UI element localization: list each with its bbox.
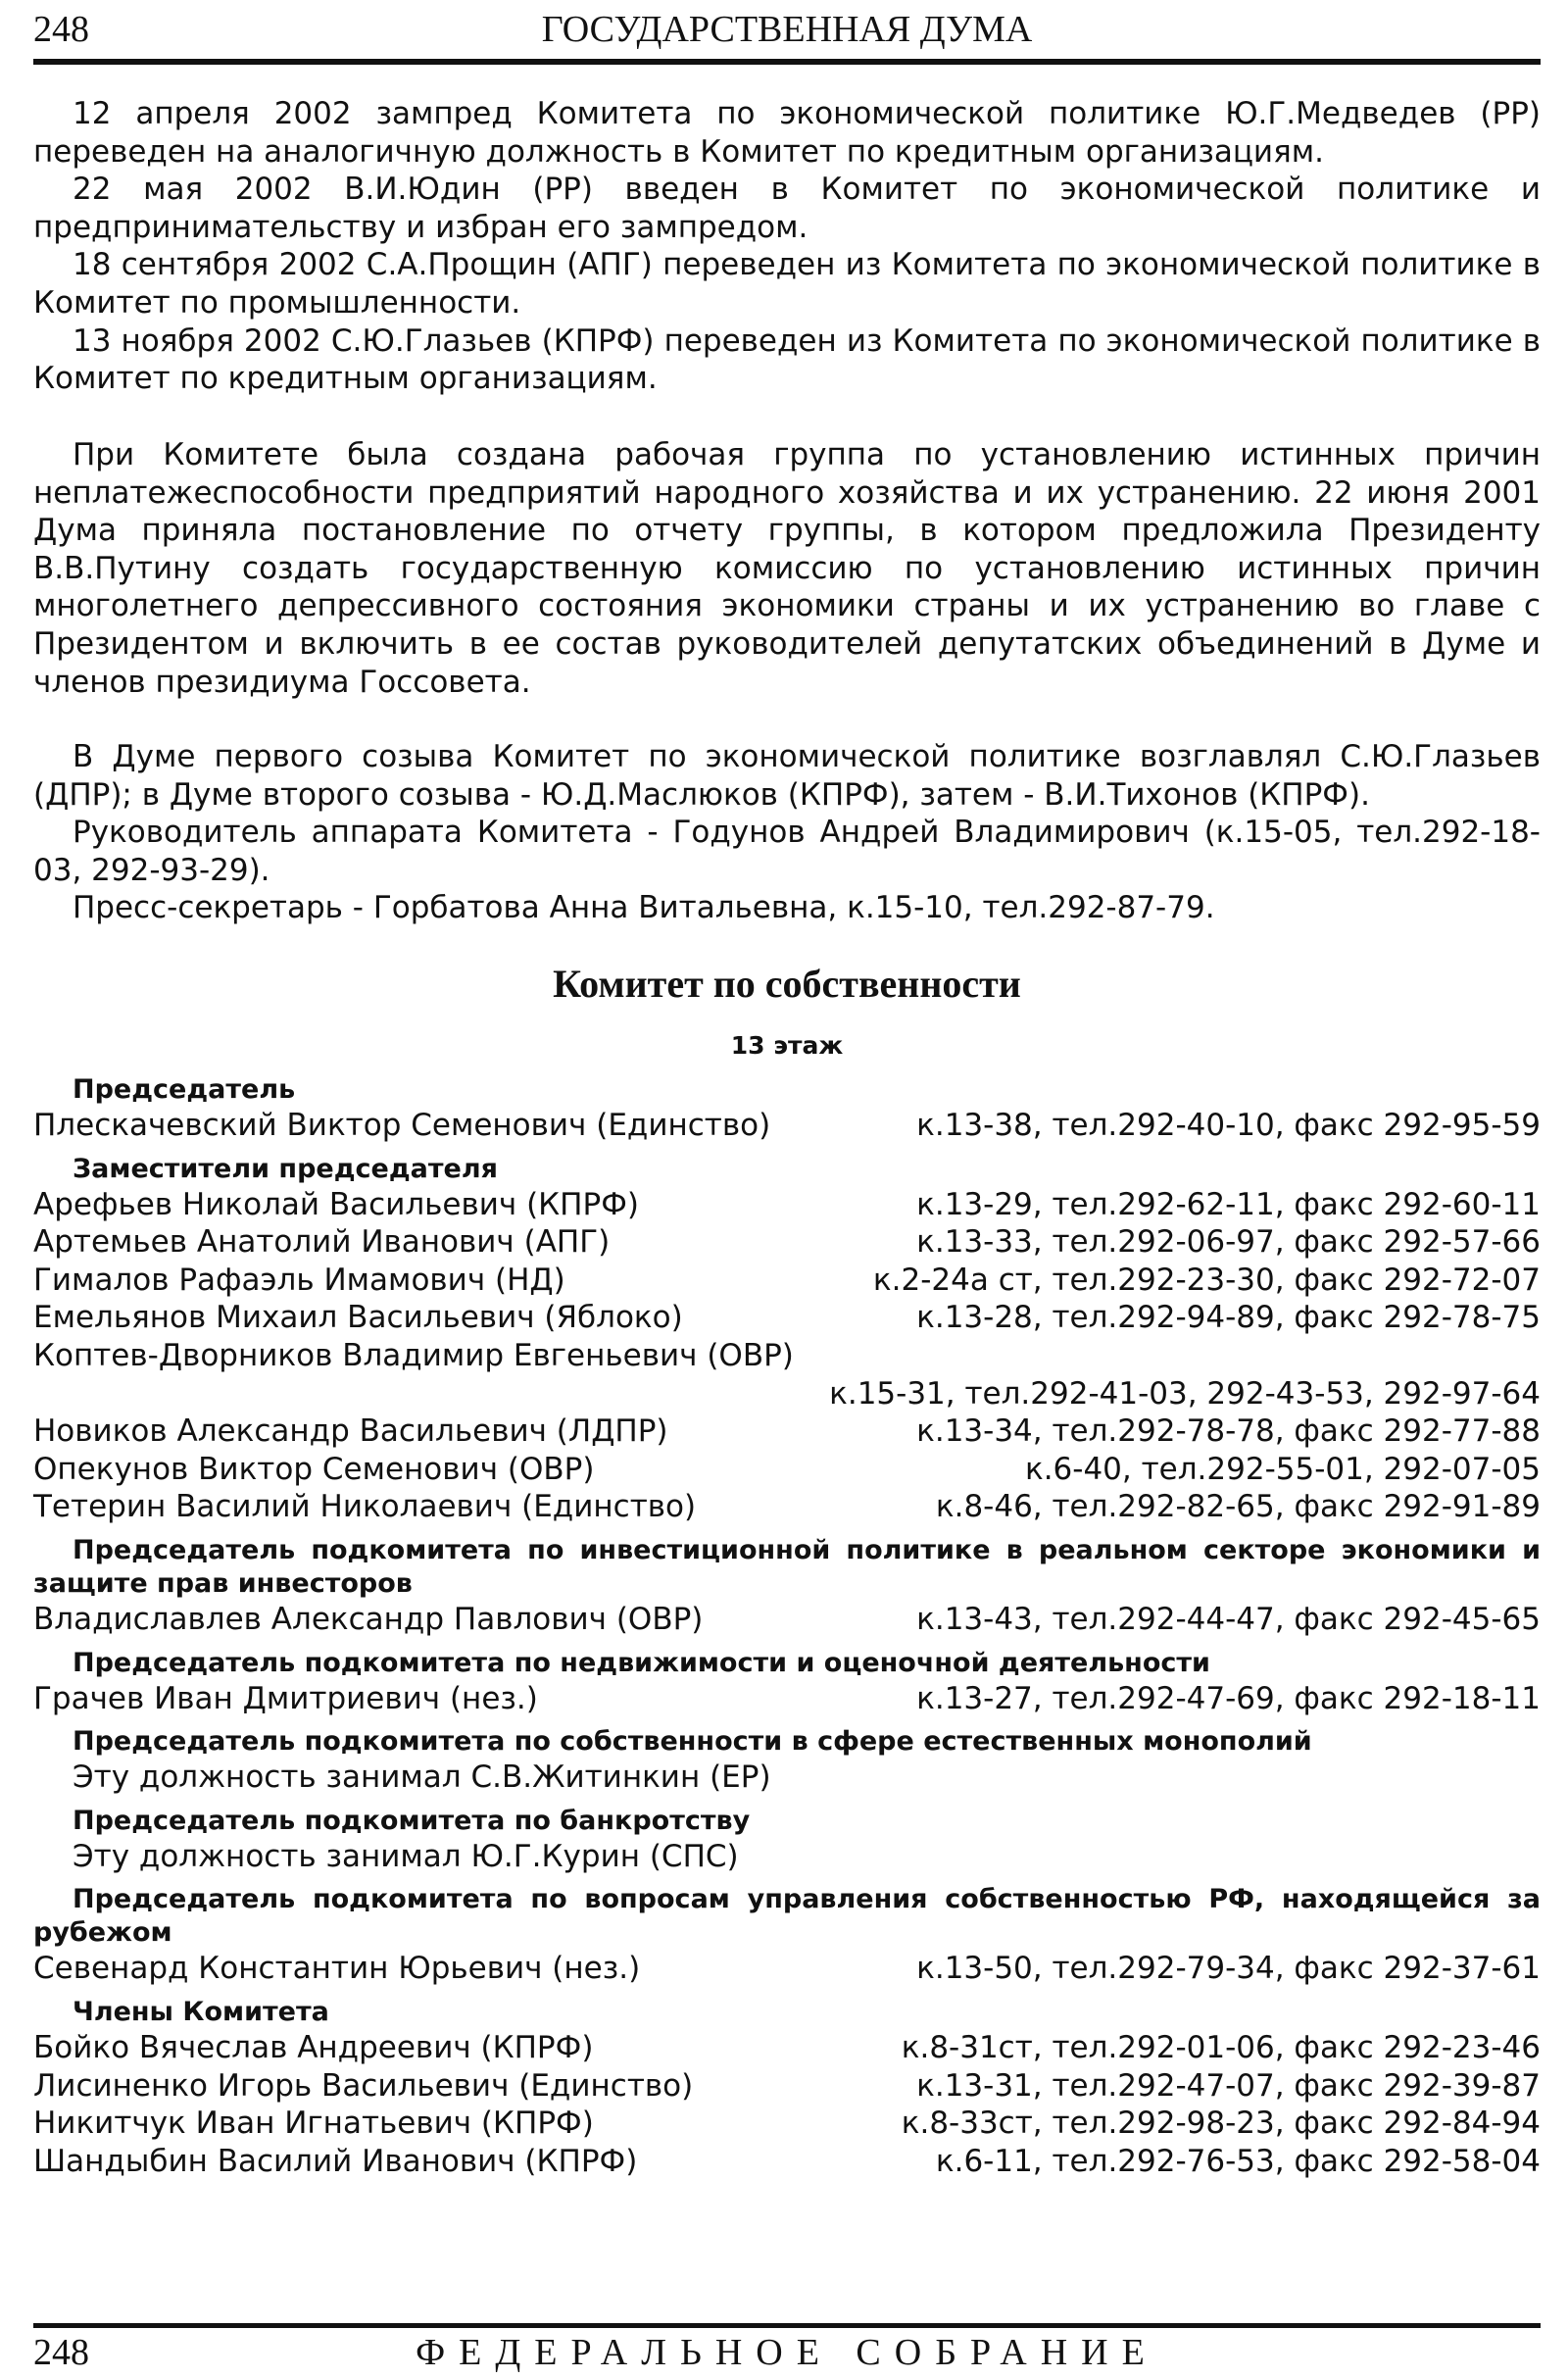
paragraph: В Думе первого созыва Комитет по экономической политике возглавлял С.Ю.Глазьев (ДПР); в Думе второго созыва - Ю.Д.Маслюков (КПРФ), затем - В.И.Тихонов (КПРФ). [33,739,1541,813]
list-item [33,2105,1541,2143]
member-name: Гималов Рафаэль Имамович (НД) [33,1262,565,1298]
paragraph: 18 сентября 2002 С.А.Прощин (АПГ) переведен из Комитета по экономической политике в Комитет по промышленности. [33,247,1541,321]
list-item [33,1337,1541,1375]
member-contact: к.13-34, тел.292-78-78, факс 292-77-88 [916,1413,1541,1450]
member-contact: к.8-46, тел.292-82-65, факс 292-91-89 [935,1489,1541,1525]
member-contact: к.13-43, тел.292-44-47, факс 292-45-65 [916,1601,1541,1637]
member-name: Арефьев Николай Васильевич (КПРФ) [33,1186,639,1222]
role-heading: Председатель [73,1074,296,1105]
list-item [33,2029,1541,2067]
history [33,738,1541,927]
member-contact: к.13-27, тел.292-47-69, факс 292-18-11 [916,1680,1541,1716]
paragraph: 22 мая 2002 В.И.Юдин (РР) введен в Комитет по экономической политике и предпринимательству и избран его зампредом. [33,172,1541,245]
running-footer-title: ФЕДЕРАЛЬНОЕ СОБРАНИЕ [416,2332,1158,2373]
page-number: 248 [33,2332,89,2373]
member-contact: к.13-38, тел.292-40-10, факс 292-95-59 [916,1108,1541,1143]
role-heading: Председатель подкомитета по вопросам управления собственностью РФ, находящейся за рубежом [33,1884,1541,1949]
footer-rule [33,2323,1541,2328]
vacancy-note: Эту должность занимал Ю.Г.Курин (СПС) [73,1838,739,1874]
membership-changes [33,95,1541,398]
list-item [33,1488,1541,1526]
role-heading: Заместители председателя [73,1153,498,1184]
list-item [33,1262,1541,1300]
list-item [33,2143,1541,2181]
member-name: Владиславлев Александр Павлович (ОВР) [33,1601,704,1637]
committee-title: Комитет по собственности [553,962,1021,1006]
member-name: Лисиненко Игорь Васильевич (Единство) [33,2067,694,2104]
member-name: Грачев Иван Дмитриевич (нез.) [33,1680,538,1716]
member-contact: к.13-29, тел.292-62-11, факс 292-60-11 [916,1186,1541,1222]
list-item [33,2067,1541,2106]
paragraph: При Комитете была создана рабочая группа по установлению истинных причин неплатежеспособности предприятий народного хозяйства и их устранению. 22 июня 2001 Дума приняла постановление по отчету группы, в котором предложила Президенту В.В.Путину создать государственную комиссию по установлению истинных причин многолетнего депрессивного состояния экономики страны и их устранению во главе с Президентом и включить в ее состав руководителей депутатских объединений в Думе и членов президиума Госсовета. [33,437,1541,700]
list-item [33,1601,1541,1639]
member-name: Опекунов Виктор Семенович (ОВР) [33,1451,595,1487]
floor-label: 13 этаж [730,1031,844,1060]
working-group [33,436,1541,701]
role-heading: Председатель подкомитета по собственности в сфере естественных монополий [73,1726,1312,1758]
member-name: Никитчук Иван Игнатьевич (КПРФ) [33,2106,594,2142]
member-contact: к.6-40, тел.292-55-01, 292-07-05 [1024,1451,1541,1487]
member-name: Артемьев Анатолий Иванович (АПГ) [33,1224,611,1261]
member-contact: к.15-31, тел.292-41-03, 292-43-53, 292-97-64 [829,1375,1541,1412]
page-header [33,8,1541,57]
list-item-continuation [33,1375,1541,1413]
member-name: Тетерин Василий Николаевич (Единство) [33,1489,697,1525]
member-name: Шандыбин Василий Иванович (КПРФ) [33,2143,638,2179]
paragraph: Руководитель аппарата Комитета - Годунов Андрей Владимирович (к.15-05, тел.292-18-03, 292-93-29). [33,815,1541,888]
role-heading: Председатель подкомитета по недвижимости и оценочной деятельности [73,1647,1210,1678]
paragraph: 12 апреля 2002 зампред Комитета по экономической политике Ю.Г.Медведев (РР) переведен на аналогичную должность в Комитет по кредитным организациям. [33,96,1541,170]
list-item [33,1223,1541,1262]
member-contact: к.2-24а ст, тел.292-23-30, факс 292-72-07 [872,1262,1541,1298]
paragraph: 13 ноября 2002 С.Ю.Глазьев (КПРФ) переведен из Комитета по экономической политике в Комитет по кредитным организациям. [33,322,1541,397]
running-title: ГОСУДАРСТВЕННАЯ ДУМА [541,9,1033,50]
member-name: Емельянов Михаил Васильевич (Яблоко) [33,1300,683,1336]
paragraph: Пресс-секретарь - Горбатова Анна Витальевна, к.15-10, тел.292-87-79. [73,890,1215,926]
list-item [33,1299,1541,1337]
list-item [33,1451,1541,1489]
member-name: Коптев-Дворников Владимир Евгеньевич (ОВР) [33,1337,794,1373]
member-name: Новиков Александр Васильевич (ЛДПР) [33,1413,668,1450]
role-heading: Председатель подкомитета по банкротству [73,1805,751,1836]
member-contact: к.8-31ст, тел.292-01-06, факс 292-23-46 [901,2029,1541,2065]
list-item [33,1107,1541,1145]
member-name: Бойко Вячеслав Андреевич (КПРФ) [33,2029,594,2065]
header-rule [33,59,1541,65]
list-item [33,1680,1541,1718]
page-number: 248 [33,9,89,50]
member-name: Севенард Константин Юрьевич (нез.) [33,1951,641,1987]
role-heading: Председатель подкомитета по инвестиционной политике в реальном секторе экономики и защите прав инвесторов [33,1534,1541,1599]
member-contact: к.13-28, тел.292-94-89, факс 292-78-75 [916,1300,1541,1336]
vacancy-note: Эту должность занимал С.В.Житинкин (ЕР) [73,1759,771,1796]
member-contact: к.8-33ст, тел.292-98-23, факс 292-84-94 [901,2106,1541,2142]
member-contact: к.13-33, тел.292-06-97, факс 292-57-66 [916,1224,1541,1261]
member-contact: к.13-31, тел.292-47-07, факс 292-39-87 [916,2067,1541,2104]
member-contact: к.13-50, тел.292-79-34, факс 292-37-61 [916,1951,1541,1987]
role-heading: Члены Комитета [73,1996,329,2027]
list-item [33,1186,1541,1224]
member-contact: к.6-11, тел.292-76-53, факс 292-58-04 [935,2143,1541,2179]
list-item [33,1413,1541,1451]
member-name: Плескачевский Виктор Семенович (Единство) [33,1108,771,1143]
list-item [33,1950,1541,1988]
